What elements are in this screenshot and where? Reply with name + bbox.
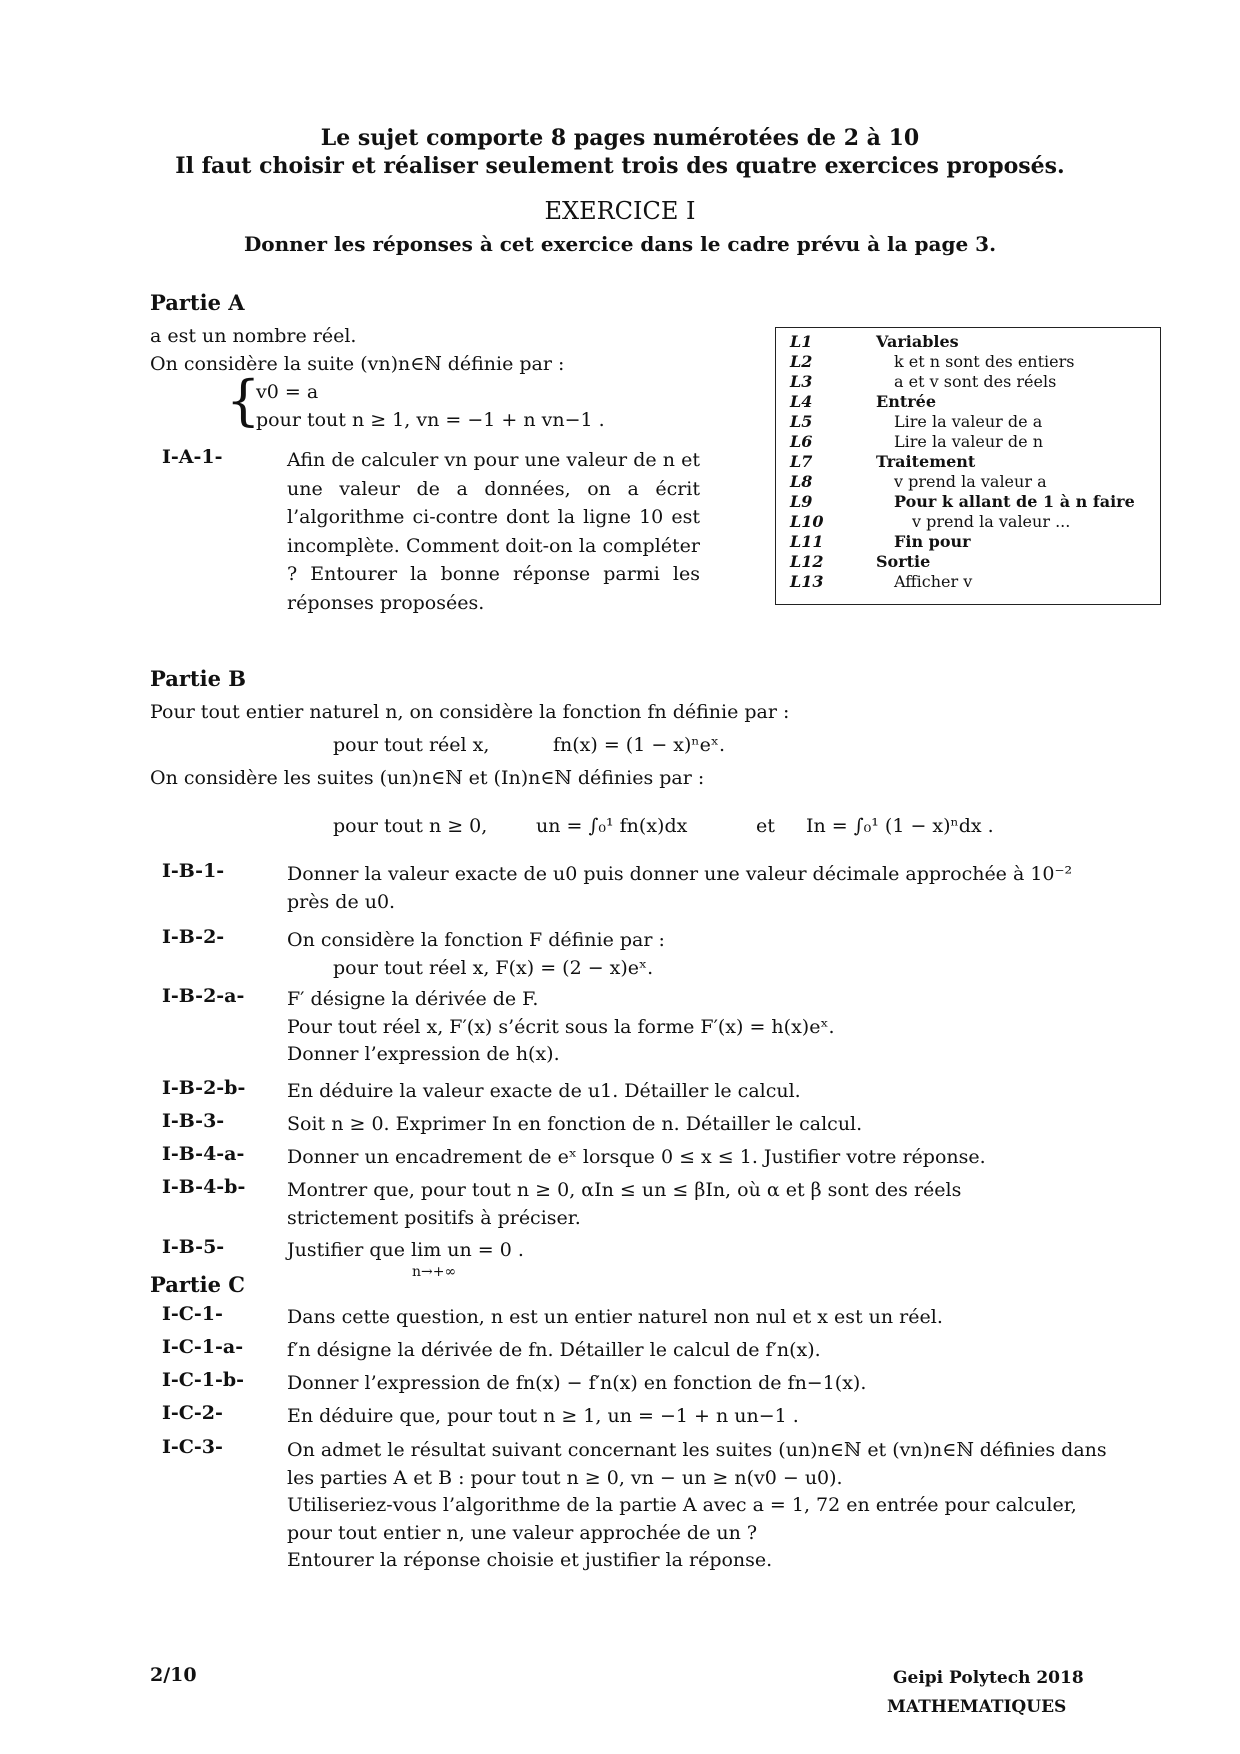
part-b-intro-3: On considère les suites (un)n∈ℕ et (In)n∈ℕ définies par :	[150, 767, 705, 789]
part-b-title: Partie B	[150, 666, 246, 691]
algorithm-line-text: Lire la valeur de a	[894, 412, 1043, 431]
question-label: I-C-1-	[162, 1303, 223, 1325]
algorithm-line-text: v prend la valeur ...	[912, 512, 1071, 531]
algorithm-line-number: L7	[790, 452, 813, 471]
subject-name: MATHEMATIQUES	[887, 1697, 1067, 1717]
question-text: pour tout réel x, F(x) = (2 − x)eˣ.	[333, 956, 654, 979]
limit-subscript: n→+∞	[412, 1264, 457, 1280]
part-a-line-2: On considère la suite (vn)n∈ℕ définie par :	[150, 353, 565, 375]
algorithm-line-text: Fin pour	[894, 532, 971, 551]
algorithm-line-number: L10	[790, 512, 824, 531]
question-text: Donner l’expression de fn(x) − f′n(x) en fonction de fn−1(x).	[287, 1372, 867, 1394]
question-text: Justifier que lim un = 0 .	[287, 1239, 524, 1261]
part-a-line-1: a est un nombre réel.	[150, 325, 357, 347]
algorithm-line-text: v prend la valeur a	[894, 472, 1047, 491]
question-text: Montrer que, pour tout n ≥ 0, αIn ≤ un ≤ βIn, où α et β sont des réels	[287, 1179, 962, 1201]
system-line-2: pour tout n ≥ 1, vn = −1 + n vn−1 .	[256, 409, 605, 431]
question-label: I-B-1-	[162, 860, 225, 882]
question-text: On considère la fonction F définie par :	[287, 929, 665, 951]
algorithm-line-number: L1	[790, 332, 813, 351]
part-a-title: Partie A	[150, 290, 245, 315]
algorithm-line-text: Sortie	[876, 552, 931, 571]
question-label: I-B-2-b-	[162, 1077, 246, 1099]
exercise-instruction: Donner les réponses à cet exercice dans le cadre prévu à la page 3.	[243, 232, 997, 256]
question-label: I-B-2-a-	[162, 985, 245, 1007]
algorithm-line-number: L2	[790, 352, 813, 371]
question-label: I-B-4-a-	[162, 1143, 245, 1165]
question-text: Dans cette question, n est un entier naturel non nul et x est un réel.	[287, 1306, 943, 1328]
part-c-title: Partie C	[150, 1272, 245, 1297]
algorithm-line-number: L11	[790, 532, 824, 551]
header-line-1: Le sujet comporte 8 pages numérotées de 2 à 10	[320, 125, 920, 151]
part-b-intro-2a: pour tout réel x,	[333, 734, 490, 756]
algorithm-line-text: Traitement	[876, 452, 976, 471]
question-label: I-B-4-b-	[162, 1176, 246, 1198]
question-label: I-B-5-	[162, 1236, 225, 1258]
question-text: En déduire que, pour tout n ≥ 1, un = −1 + n un−1 .	[287, 1405, 799, 1427]
question-label: I-C-1-a-	[162, 1336, 244, 1358]
algorithm-line-text: Variables	[876, 332, 959, 351]
question-label: I-B-2-	[162, 926, 225, 948]
part-b-intro-4c: et	[756, 815, 775, 837]
algorithm-line-text: Lire la valeur de n	[894, 432, 1043, 451]
algorithm-line-number: L6	[790, 432, 813, 451]
question-text: strictement positifs à préciser.	[287, 1206, 581, 1229]
algorithm-line-text: k et n sont des entiers	[894, 352, 1075, 371]
part-b-intro-1: Pour tout entier naturel n, on considère la fonction fn définie par :	[150, 701, 790, 723]
question-text: Afin de calculer vn pour une valeur de n et une valeur de a données, on a écrit l’algorithme ci-contre dont la ligne 10 est incomplète. Comment doit-on la compléter ? Entourer la bonne réponse parmi les réponses proposées.	[287, 449, 700, 614]
question-text: près de u0.	[287, 890, 396, 913]
system-brace: {	[226, 369, 261, 432]
question-text: Soit n ≥ 0. Exprimer In en fonction de n. Détailler le calcul.	[287, 1113, 863, 1135]
algorithm-line-number: L12	[790, 552, 824, 571]
algorithm-line-number: L4	[790, 392, 813, 411]
page-number: 2/10	[150, 1664, 197, 1686]
header-line-2: Il faut choisir et réaliser seulement trois des quatre exercices proposés.	[175, 153, 1065, 179]
part-b-intro-4a: pour tout n ≥ 0,	[333, 815, 488, 837]
system-line-1: v0 = a	[256, 381, 319, 403]
question-text: Donner la valeur exacte de u0 puis donner une valeur décimale approchée à 10⁻²	[287, 863, 1073, 885]
algorithm-line-number: L5	[790, 412, 813, 431]
integral-i: In = ∫₀¹ (1 − x)ⁿdx .	[806, 815, 994, 837]
algorithm-line-text: a et v sont des réels	[894, 372, 1057, 391]
question-text: Donner l’expression de h(x).	[287, 1043, 560, 1065]
exam-name: Geipi Polytech 2018	[893, 1668, 1084, 1688]
algorithm-line-text: Afficher v	[894, 572, 973, 591]
question-label: I-C-3-	[162, 1436, 223, 1458]
question-text: On admet le résultat suivant concernant les suites (un)n∈ℕ et (vn)n∈ℕ définies dans	[287, 1439, 1107, 1461]
question-text: Pour tout réel x, F′(x) s’écrit sous la forme F′(x) = h(x)eˣ.	[287, 1015, 835, 1038]
question-label: I-C-1-b-	[162, 1369, 245, 1391]
algorithm-line-number: L9	[790, 492, 813, 511]
algorithm-box	[775, 327, 1161, 605]
question-label: I-B-3-	[162, 1110, 225, 1132]
part-b-intro-2b: fn(x) = (1 − x)ⁿeˣ.	[553, 734, 725, 756]
algorithm-line-text: Entrée	[876, 392, 937, 411]
question-text: F′ désigne la dérivée de F.	[287, 988, 539, 1010]
question-text: f′n désigne la dérivée de fn. Détailler le calcul de f′n(x).	[287, 1339, 821, 1361]
algorithm-line-number: L8	[790, 472, 813, 491]
question-text: Donner un encadrement de eˣ lorsque 0 ≤ x ≤ 1. Justifier votre réponse.	[287, 1146, 986, 1168]
algorithm-line-number: L13	[790, 572, 824, 591]
question-label: I-C-2-	[162, 1402, 223, 1424]
question-text: Entourer la réponse choisie et justifier la réponse.	[287, 1549, 773, 1571]
question-text: En déduire la valeur exacte de u1. Détailler le calcul.	[287, 1080, 801, 1102]
algorithm-line-number: L3	[790, 372, 813, 391]
exercise-title: EXERCICE I	[544, 197, 696, 225]
question-label: I-A-1-	[162, 446, 223, 468]
algorithm-line-text: Pour k allant de 1 à n faire	[894, 492, 1135, 511]
question-text: Utiliseriez-vous l’algorithme de la partie A avec a = 1, 72 en entrée pour calculer,	[287, 1494, 1077, 1516]
question-text: les parties A et B : pour tout n ≥ 0, vn − un ≥ n(v0 − u0).	[287, 1466, 843, 1489]
integral-u: un = ∫₀¹ fn(x)dx	[536, 815, 688, 837]
question-text: pour tout entier n, une valeur approchée de un ?	[287, 1521, 758, 1544]
